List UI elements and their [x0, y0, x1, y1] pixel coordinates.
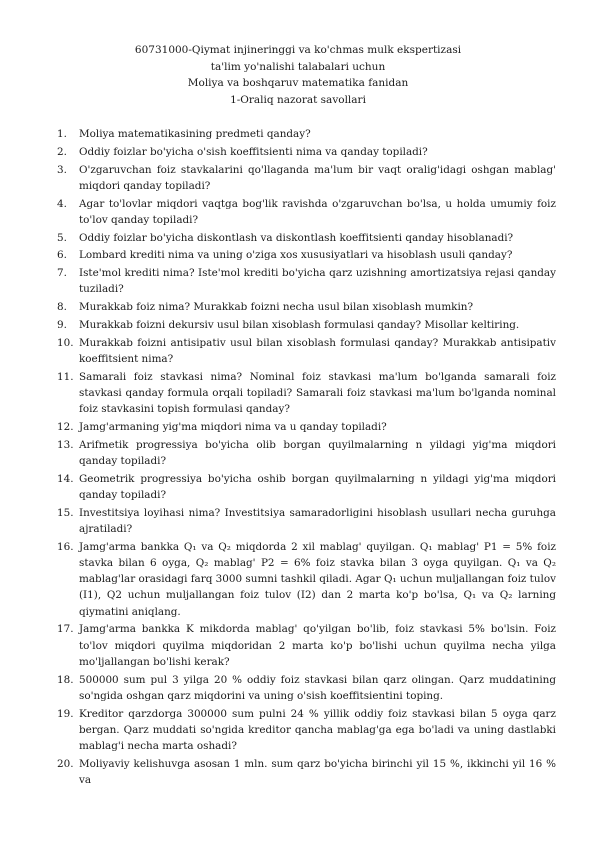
question-item: [57, 437, 556, 469]
question-number: 19.: [57, 707, 74, 720]
question-item: [57, 126, 556, 142]
question-number: 15.: [57, 506, 74, 519]
question-text: Investitsiya loyihasi nima? Investitsiya samaradorligini hisoblash usullari necha guruhga ajratiladi?: [79, 506, 556, 535]
question-item: [57, 621, 556, 670]
question-number: 6.: [57, 249, 67, 262]
question-item: [57, 756, 556, 788]
document-header: [0, 42, 596, 108]
question-text: Oddiy foizlar bo'yicha o'sish koeffitsienti nima va qanday topiladi?: [79, 145, 428, 158]
question-text: Murakkab foizni antisipativ usul bilan xisoblash formulasi qanday? Murakkab antisipativ koeffitsient nima?: [79, 336, 556, 365]
question-item: [57, 317, 556, 333]
question-text: Arifmetik progressiya bo'yicha olib borgan quyilmalarning n yildagi yig'ma miqdori qanday topiladi?: [79, 438, 556, 467]
question-number: 4.: [57, 197, 67, 210]
question-item: [57, 539, 556, 620]
question-item: [57, 230, 556, 246]
question-text: 500000 sum pul 3 yilga 20 % oddiy foiz stavkasi bilan qarz olingan. Qarz muddatining so'ngida oshgan qarz miqdorini va uning o'sish koeffitsientini toping.: [79, 673, 556, 702]
question-number: 17.: [57, 623, 74, 636]
question-number: 3.: [57, 163, 67, 176]
header-title: 1-Oraliq nazorat savollari: [230, 93, 366, 106]
question-text: Murakkab foizni dekursiv usul bilan xisoblash formulasi qanday? Misollar keltiring.: [79, 318, 520, 331]
question-item: [57, 162, 556, 194]
question-number: 10.: [57, 336, 74, 349]
question-item: [57, 335, 556, 367]
question-list: [57, 126, 556, 790]
question-item: [57, 471, 556, 503]
question-text: Lombard krediti nima va uning o'ziga xos xususiyatlari va hisoblash usuli qanday?: [79, 249, 513, 262]
question-item: [57, 299, 556, 315]
question-item: [57, 196, 556, 228]
question-number: 1.: [57, 128, 67, 140]
question-number: 9.: [57, 318, 67, 331]
question-number: 18.: [57, 673, 74, 686]
question-number: 20.: [57, 757, 74, 770]
header-line-1: 60731000-Qiymat injineringgi va ko'chmas mulk ekspertizasi: [134, 44, 462, 56]
question-text: Moliya matematikasining predmeti qanday?: [79, 128, 311, 140]
question-text: Iste'mol krediti nima? Iste'mol krediti bo'yicha qarz uzishning amortizatsiya rejasi qanday tuziladi?: [79, 267, 556, 296]
question-text: Oddiy foizlar bo'yicha diskontlash va diskontlash koeffitsienti qanday hisoblanadi?: [79, 231, 514, 244]
question-number: 8.: [57, 301, 67, 314]
question-number: 16.: [57, 540, 74, 553]
question-number: 7.: [57, 267, 67, 280]
question-number: 14.: [57, 472, 74, 485]
question-text: Geometrik progressiya bo'yicha oshib borgan quyilmalarning n yildagi yig'ma miqdori qanday topiladi?: [79, 472, 556, 501]
header-line-2: ta'lim yo'nalishi talabalari uchun: [210, 60, 386, 73]
question-item: [57, 505, 556, 537]
question-text: Jamg'armaning yig'ma miqdori nima va u qanday topiladi?: [79, 420, 387, 433]
question-item: [57, 419, 556, 435]
question-text: O'zgaruvchan foiz stavkalarini qo'llaganda ma'lum bir vaqt oralig'idagi oshgan mablag' miqdori qanday topiladi?: [79, 163, 556, 192]
question-number: 13.: [57, 438, 74, 451]
question-number: 2.: [57, 145, 67, 158]
question-number: 5.: [57, 231, 67, 244]
question-item: [57, 369, 556, 418]
question-text: Jamg'arma bankka Q₁ va Q₂ miqdorda 2 xil mablag' quyilgan. Q₁ mablag' P1 = 5% foiz stavka bilan 6 oyga, Q₂ mablag' P2 = 6% foiz stavka bilan 3 oyga quyilgan. Q₁ va Q₂ mablag'lar orasidagi farq 3000 sumni tashkil qiladi. Agar Q₁ uchun muljallangan foiz tulov (I1), Q2 uchun muljallangan foiz tulov (I2) dan 2 marta ko'p bo'lsa, Q₁ va Q₂ larning qiymatini aniqlang.: [79, 540, 557, 618]
question-text: Moliyaviy kelishuvga asosan 1 mln. sum qarz bo'yicha birinchi yil 15 %, ikkinchi yil 16 % va: [79, 757, 556, 786]
question-text: Jamg'arma bankka K mikdorda mablag' qo'yilgan bo'lib, foiz stavkasi 5% bo'lsin. Foiz to'lov miqdori quyilma miqdoridan 2 marta ko'p bo'lishi uchun quyilma necha yilga mo'ljallangan bo'lishi kerak?: [79, 623, 556, 668]
question-number: 11.: [57, 370, 74, 383]
question-item: [57, 706, 556, 755]
question-text: Murakkab foiz nima? Murakkab foizni necha usul bilan xisoblash mumkin?: [79, 301, 474, 314]
question-text: Samarali foiz stavkasi nima? Nominal foiz stavkasi ma'lum bo'lganda samarali foiz stavkasi qanday formula orqali topiladi? Samarali foiz stavkasi ma'lum bo'lganda nominal foiz stavkasini topish formulasi qanday?: [79, 370, 556, 416]
question-item: [57, 144, 556, 160]
question-item: [57, 265, 556, 297]
question-text: Agar to'lovlar miqdori vaqtga bog'lik ravishda o'zgaruvchan bo'lsa, u holda umumiy foiz to'lov qanday topiladi?: [79, 197, 556, 226]
question-number: 12.: [57, 420, 74, 433]
question-item: [57, 247, 556, 263]
question-text: Kreditor qarzdorga 300000 sum pulni 24 % yillik oddiy foiz stavkasi bilan 5 oyga qarz bergan. Qarz muddati so'ngida kreditor qancha mablag'ga ega bo'ladi va uning dastlabki mablag'i necha marta oshadi?: [79, 707, 556, 752]
header-line-3: Moliya va boshqaruv matematika fanidan: [187, 77, 409, 89]
question-item: [57, 672, 556, 704]
